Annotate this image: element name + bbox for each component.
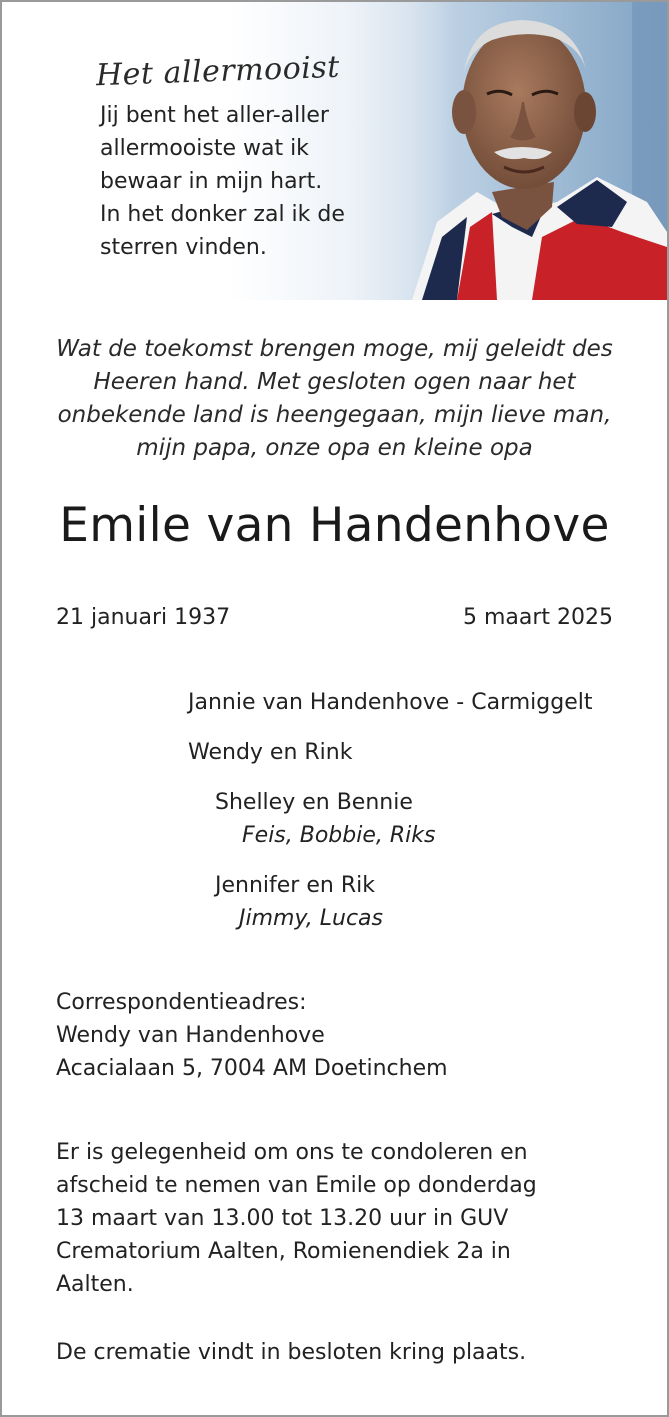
- family-child: Wendy en Rink: [188, 740, 353, 765]
- intro-text-line: mijn papa, onze opa en kleine opa: [136, 435, 533, 461]
- correspondence-name: Wendy van Handenhove: [56, 1023, 325, 1048]
- poem-line: bewaar in mijn hart.: [100, 169, 323, 194]
- birth-date: 21 januari 1937: [56, 605, 231, 630]
- family-great-grandchildren: Feis, Bobbie, Riks: [242, 823, 436, 848]
- condolence-text-line: Crematorium Aalten, Romienendiek 2a in: [56, 1239, 511, 1264]
- family-spouse: Jannie van Handenhove - Carmiggelt: [188, 690, 593, 715]
- death-date: 5 maart 2025: [462, 605, 613, 630]
- cremation-note: De crematie vindt in besloten kring plaats.: [56, 1340, 527, 1365]
- poem-line: sterren vinden.: [100, 235, 267, 260]
- poem-line: Jij bent het aller-aller: [100, 103, 329, 128]
- condolence-text-line: afscheid te nemen van Emile op donderdag: [56, 1173, 537, 1198]
- deceased-name: Emile van Handenhove: [59, 498, 610, 553]
- family-grandchild-couple: Shelley en Bennie: [215, 790, 413, 815]
- poem-title: Het allermooist: [95, 49, 341, 94]
- condolence-text-line: Aalten.: [56, 1272, 134, 1297]
- condolence-text-line: 13 maart van 13.00 tot 13.20 uur in GUV: [56, 1206, 509, 1231]
- correspondence-label: Correspondentieadres:: [56, 990, 307, 1015]
- intro-text-line: Heeren hand. Met gesloten ogen naar het: [93, 369, 576, 395]
- family-grandchild-couple: Jennifer en Rik: [215, 873, 375, 898]
- intro-text-line: Wat de toekomst brengen moge, mij geleidt des: [56, 336, 613, 362]
- poem-line: allermooiste wat ik: [100, 136, 309, 161]
- portrait-photo: [382, 2, 667, 300]
- correspondence-address: Acacialaan 5, 7004 AM Doetinchem: [56, 1056, 448, 1081]
- family-great-grandchildren: Jimmy, Lucas: [239, 906, 383, 931]
- intro-text-line: onbekende land is heengegaan, mijn lieve man,: [57, 402, 612, 428]
- condolence-text-line: Er is gelegenheid om ons te condoleren en: [56, 1140, 528, 1165]
- poem-line: In het donker zal ik de: [100, 202, 345, 227]
- header-banner: [2, 2, 667, 300]
